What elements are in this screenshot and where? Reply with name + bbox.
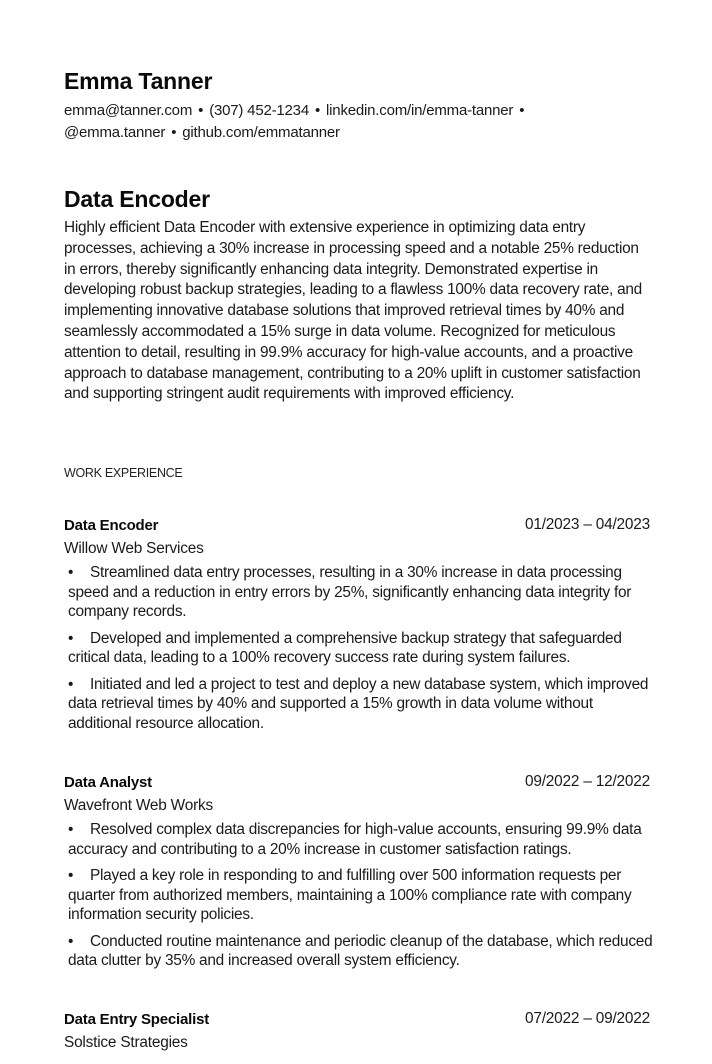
contact-linkedin[interactable]: linkedin.com/in/emma-tanner [326, 102, 514, 119]
job-header [64, 516, 650, 539]
bullet-text: Developed and implemented a comprehensive backup strategy that safeguarded critical data, leading to a 100% recovery success rate during system failures. [68, 629, 622, 666]
job-dates: 09/2022 – 12/2022 [525, 773, 650, 790]
bullet-item [68, 675, 653, 734]
contact-github[interactable]: github.com/emmatanner [182, 124, 340, 141]
candidate-name: Emma Tanner [64, 68, 213, 94]
bullet-text: Conducted routine maintenance and periodic cleanup of the database, which reduced data clutter by 35% and increased overall system efficiency. [68, 932, 653, 969]
bullet-item [68, 866, 653, 925]
job-company: Wavefront Web Works [64, 797, 214, 814]
job-header [64, 773, 650, 796]
profile-summary: Highly efficient Data Encoder with extensive experience in optimizing data entry processes, achieving a 30% increase in processing speed and a notable 25% reduction in errors, thereby significantly enhancing data integrity. Demonstrated expertise in developing robust backup strategies, leading to a flawless 100% data recovery rate, and implementing innovative database solutions that improved retrieval times by 40% and seamlessly accommodated a 15% surge in data volume. Recognized for meticulous attention to detail, resulting in 99.9% accuracy for high-value accounts, and a proactive approach to database management, contributing to a 20% uplift in customer satisfaction and supporting stringent audit requirements with improved efficiency. [64, 219, 642, 403]
contact-phone[interactable]: (307) 452-1234 [209, 102, 309, 119]
bullet-text: Initiated and led a project to test and deploy a new database system, which improved data retrieval times by 40% and supported a 15% growth in data volume without additional resource allocation. [68, 675, 649, 732]
job-entry [64, 1010, 650, 1057]
contact-handle[interactable]: @emma.tanner [64, 124, 166, 141]
bullet-text: Played a key role in responding to and fulfilling over 500 information requests per quarter from authorized members, maintaining a 100% compliance rate with company information security policies. [68, 867, 632, 923]
job-bullets [64, 563, 650, 733]
separator-dot: • [198, 102, 204, 119]
job-title: Data Analyst [64, 774, 152, 791]
bullet-icon: • [68, 932, 74, 950]
bullet-icon: • [68, 564, 74, 581]
job-header [64, 1010, 650, 1033]
bullet-item [68, 629, 653, 668]
separator-dot: • [519, 102, 525, 119]
bullet-item [68, 563, 653, 622]
bullet-text: Resolved complex data discrepancies for high-value accounts, ensuring 99.9% data accuracy and contributing to a 20% increase in customer satisfaction ratings. [68, 821, 642, 858]
job-title: Data Entry Specialist [64, 1011, 210, 1028]
job-title: Data Encoder [64, 517, 159, 534]
separator-dot: • [314, 102, 321, 119]
job-entry [64, 516, 650, 740]
bullet-item [68, 932, 653, 971]
bullet-icon: • [68, 629, 74, 647]
profile-title: Data Encoder [64, 186, 210, 212]
bullet-text: Streamlined data entry processes, resulting in a 30% increase in data processing speed and a reduction in entry errors by 25%, significantly enhancing data integrity for company records. [68, 564, 632, 620]
job-bullets [64, 820, 653, 971]
contact-email[interactable]: emma@tanner.com [64, 102, 193, 119]
contact-info [64, 100, 624, 144]
bullet-icon: • [68, 675, 74, 693]
job-company: Solstice Strategies [64, 1034, 188, 1051]
job-dates: 01/2023 – 04/2023 [525, 516, 650, 533]
job-dates: 07/2022 – 09/2022 [525, 1010, 650, 1027]
bullet-item [68, 820, 653, 859]
section-heading-work-experience: WORK EXPERIENCE [64, 466, 183, 480]
bullet-icon: • [68, 867, 74, 884]
job-company: Willow Web Services [64, 540, 204, 557]
separator-dot: • [171, 124, 177, 141]
bullet-icon: • [68, 821, 74, 838]
job-entry [64, 773, 653, 978]
